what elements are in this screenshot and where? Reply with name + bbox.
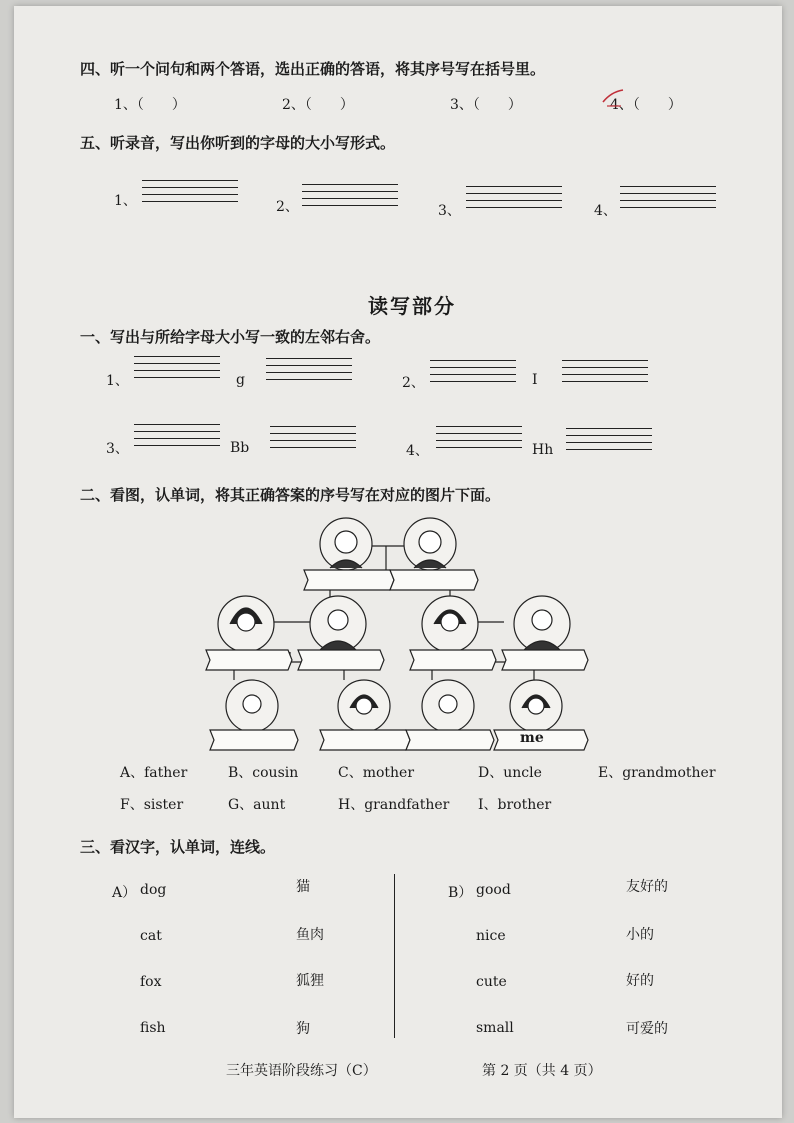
option-b: B、cousin [228, 765, 299, 781]
left-group-prefix: A） [112, 885, 137, 901]
exam-page [14, 6, 782, 1118]
word-dog: dog [140, 882, 167, 898]
word-fish: fish [140, 1020, 166, 1036]
word-cute: cute [476, 974, 507, 990]
rw-1-letter-4: Hh [532, 442, 554, 458]
footer-page-number: 第 2 页（共 4 页） [482, 1063, 602, 1079]
option-h: H、grandfather [338, 797, 450, 813]
option-e: E、grandmother [598, 765, 716, 781]
chinese-friendly: 友好的 [626, 879, 668, 895]
chinese-dog: 狗 [296, 1021, 310, 1037]
writing-lines [430, 360, 516, 388]
writing-lines [302, 184, 398, 212]
rw-1-num-2: 2、 [402, 375, 425, 391]
chinese-cute: 可爱的 [626, 1021, 668, 1037]
option-c: C、mother [338, 765, 415, 781]
section-4-item-4: 4、（ ） [610, 97, 682, 113]
rw-1-num-1: 1、 [106, 373, 129, 389]
rw-1-num-4: 4、 [406, 443, 429, 459]
writing-lines [134, 424, 220, 452]
section-4-item-3: 3、（ ） [450, 97, 522, 113]
rw-2-heading: 二、看图，认单词，将其正确答案的序号写在对应的图片下面。 [80, 486, 501, 504]
word-cat: cat [140, 928, 162, 944]
family-tree-picture [194, 512, 594, 754]
chinese-good: 好的 [626, 973, 654, 989]
rw-1-letter-2: I [532, 372, 538, 388]
chinese-small: 小的 [626, 927, 654, 943]
writing-lines [562, 360, 648, 388]
section-5-num-2: 2、 [276, 199, 299, 215]
option-i: I、brother [478, 797, 552, 813]
section-4-heading: 四、听一个问句和两个答语，选出正确的答语，将其序号写在括号里。 [80, 60, 546, 78]
writing-lines [134, 356, 220, 384]
rw-1-letter-3: Bb [230, 440, 250, 456]
chinese-fox: 狐狸 [296, 973, 324, 989]
rw-1-heading: 一、写出与所给字母大小写一致的左邻右舍。 [80, 328, 381, 346]
red-check-mark [599, 88, 629, 114]
rw-1-letter-1: g [236, 372, 245, 388]
section-4-item-2: 2、（ ） [282, 97, 354, 113]
writing-lines [436, 426, 522, 454]
section-4-item-1: 1、（ ） [114, 97, 186, 113]
section-5-heading: 五、听录音，写出你听到的字母的大小写形式。 [80, 134, 396, 152]
writing-lines [142, 180, 238, 208]
chinese-cat: 猫 [296, 879, 310, 895]
section-5-num-3: 3、 [438, 203, 461, 219]
option-f: F、sister [120, 797, 184, 813]
option-g: G、aunt [228, 797, 286, 813]
writing-lines [266, 358, 352, 386]
writing-lines [466, 186, 562, 214]
section-5-num-4: 4、 [594, 203, 617, 219]
word-small: small [476, 1020, 514, 1036]
word-nice: nice [476, 928, 506, 944]
footer-exam-title: 三年英语阶段练习（C） [226, 1063, 377, 1079]
word-good: good [476, 882, 511, 898]
right-group-prefix: B） [448, 885, 473, 901]
chinese-fish-meat: 鱼肉 [296, 927, 324, 943]
me-label: me [520, 730, 544, 746]
writing-lines [566, 428, 652, 456]
writing-lines [620, 186, 716, 214]
option-a: A、father [120, 765, 188, 781]
rw-3-heading: 三、看汉字，认单词，连线。 [80, 838, 276, 856]
option-d: D、uncle [478, 765, 542, 781]
writing-lines [270, 426, 356, 454]
section-5-num-1: 1、 [114, 193, 137, 209]
rw-1-num-3: 3、 [106, 441, 129, 457]
reading-writing-title: 读写部分 [368, 294, 456, 318]
word-fox: fox [140, 974, 162, 990]
column-divider [394, 874, 395, 1038]
